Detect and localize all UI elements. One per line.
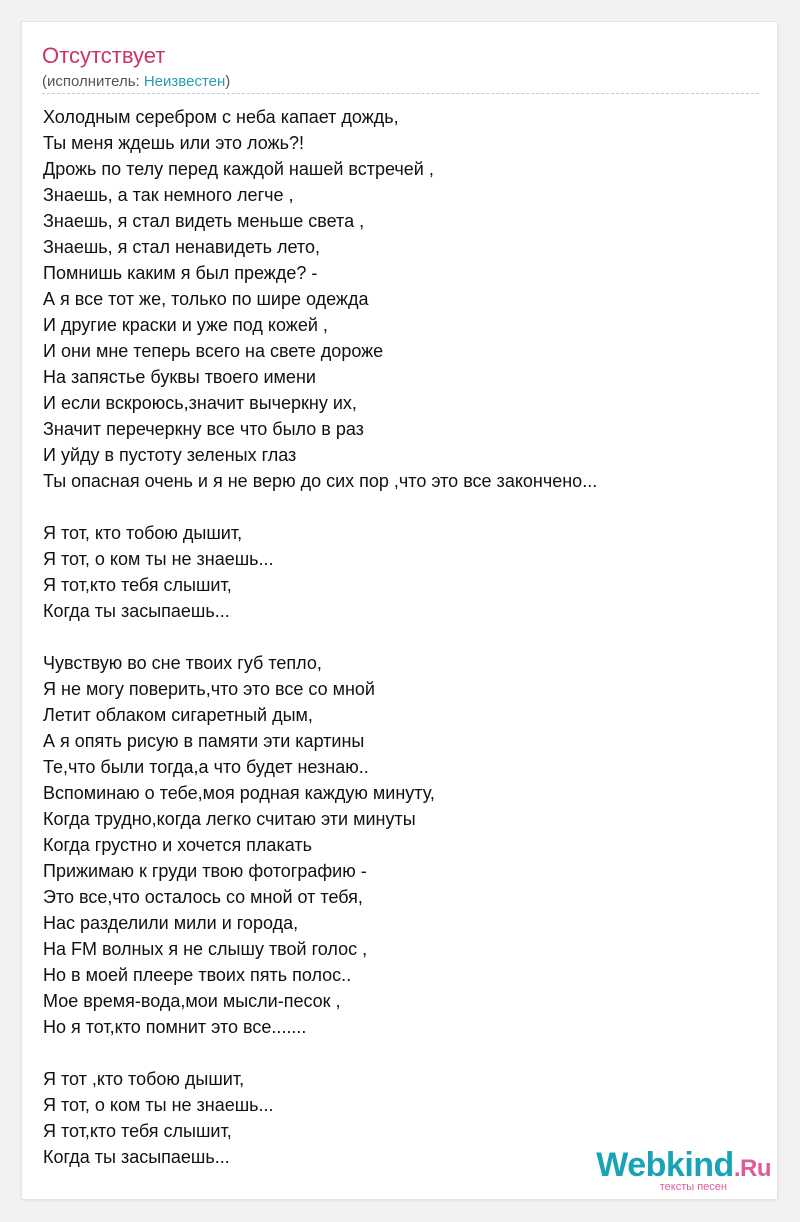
performer-line (42, 72, 230, 92)
lyric-line: Но в моей плеере твоих пять полос.. (43, 965, 352, 985)
stanza-break (43, 624, 758, 650)
lyric-line: Летит облаком сигаретный дым, (43, 705, 313, 725)
lyric-line: Значит перечеркну все что было в раз (43, 419, 364, 439)
lyric-line: А я опять рисую в памяти эти картины (43, 731, 365, 751)
lyric-line: Я тот,кто тебя слышит, (43, 575, 232, 595)
lyric-line: Я не могу поверить,что это все со мной (43, 679, 375, 699)
lyric-line: На запястье буквы твоего имени (43, 367, 316, 387)
lyric-line: Когда ты засыпаешь... (43, 601, 230, 621)
lyric-line: Знаешь, я стал видеть меньше света , (43, 211, 365, 231)
lyric-line: Прижимаю к груди твою фотографию - (43, 861, 367, 881)
header-divider (42, 93, 759, 94)
lyric-line: И уйду в пустоту зеленых глаз (43, 445, 297, 465)
lyric-line: Знаешь, а так немного легче , (43, 185, 294, 205)
lyric-line: На FM волных я не слышу твой голос , (43, 939, 368, 959)
lyric-line: Дрожь по телу перед каждой нашей встречей , (43, 159, 434, 179)
lyric-line: Мое время-вода,мои мысли-песок , (43, 991, 341, 1011)
lyric-line: Когда грустно и хочется плакать (43, 835, 312, 855)
lyric-line: Когда трудно,когда легко считаю эти минуты (43, 809, 416, 829)
lyric-line: Чувствую во сне твоих губ тепло, (43, 653, 322, 673)
performer-prefix: (исполнитель: (42, 73, 144, 90)
song-title: Отсутствует (42, 43, 166, 68)
site-logo[interactable] (571, 1147, 771, 1193)
lyric-line: Те,что были тогда,а что будет незнаю.. (43, 757, 369, 777)
lyric-line: Холодным серебром с неба капает дождь, (43, 107, 399, 127)
lyric-line: Вспоминаю о тебе,моя родная каждую минуту, (43, 783, 435, 803)
stanza-break (43, 1040, 758, 1066)
lyric-line: Я тот, о ком ты не знаешь... (43, 1095, 274, 1115)
lyric-line: А я все тот же, только по шире одежда (43, 289, 369, 309)
lyric-line: Нас разделили мили и города, (43, 913, 299, 933)
logo-tld: .Ru (733, 1155, 771, 1182)
logo-tagline: тексты песен (659, 1181, 727, 1193)
lyric-line: Я тот ,кто тобою дышит, (43, 1069, 245, 1089)
lyric-line: Я тот, о ком ты не знаешь... (43, 549, 274, 569)
lyric-line: Ты опасная очень и я не верю до сих пор ,что это все закончено... (43, 471, 598, 491)
lyric-line: Ты меня ждешь или это ложь?! (43, 133, 304, 153)
stanza-break (43, 494, 758, 520)
performer-link[interactable]: Неизвестен (143, 73, 226, 90)
performer-suffix: ) (225, 73, 231, 90)
lyric-line: И они мне теперь всего на свете дороже (43, 341, 384, 361)
logo-brand: Webkind (596, 1146, 734, 1184)
lyrics-text (43, 104, 758, 1170)
lyric-line: Это все,что осталось со мной от тебя, (43, 887, 363, 907)
lyric-line: Я тот, кто тобою дышит, (43, 523, 243, 543)
lyrics-card (22, 22, 777, 1199)
lyric-line: Знаешь, я стал ненавидеть лето, (43, 237, 320, 257)
lyric-line: Помнишь каким я был прежде? - (43, 263, 318, 283)
lyric-line: Но я тот,кто помнит это все....... (43, 1017, 307, 1037)
lyric-line: Я тот,кто тебя слышит, (43, 1121, 232, 1141)
lyric-line: И другие краски и уже под кожей , (43, 315, 328, 335)
lyric-line: И если вскроюсь,значит вычеркну их, (43, 393, 357, 413)
lyric-line: Когда ты засыпаешь... (43, 1147, 230, 1167)
